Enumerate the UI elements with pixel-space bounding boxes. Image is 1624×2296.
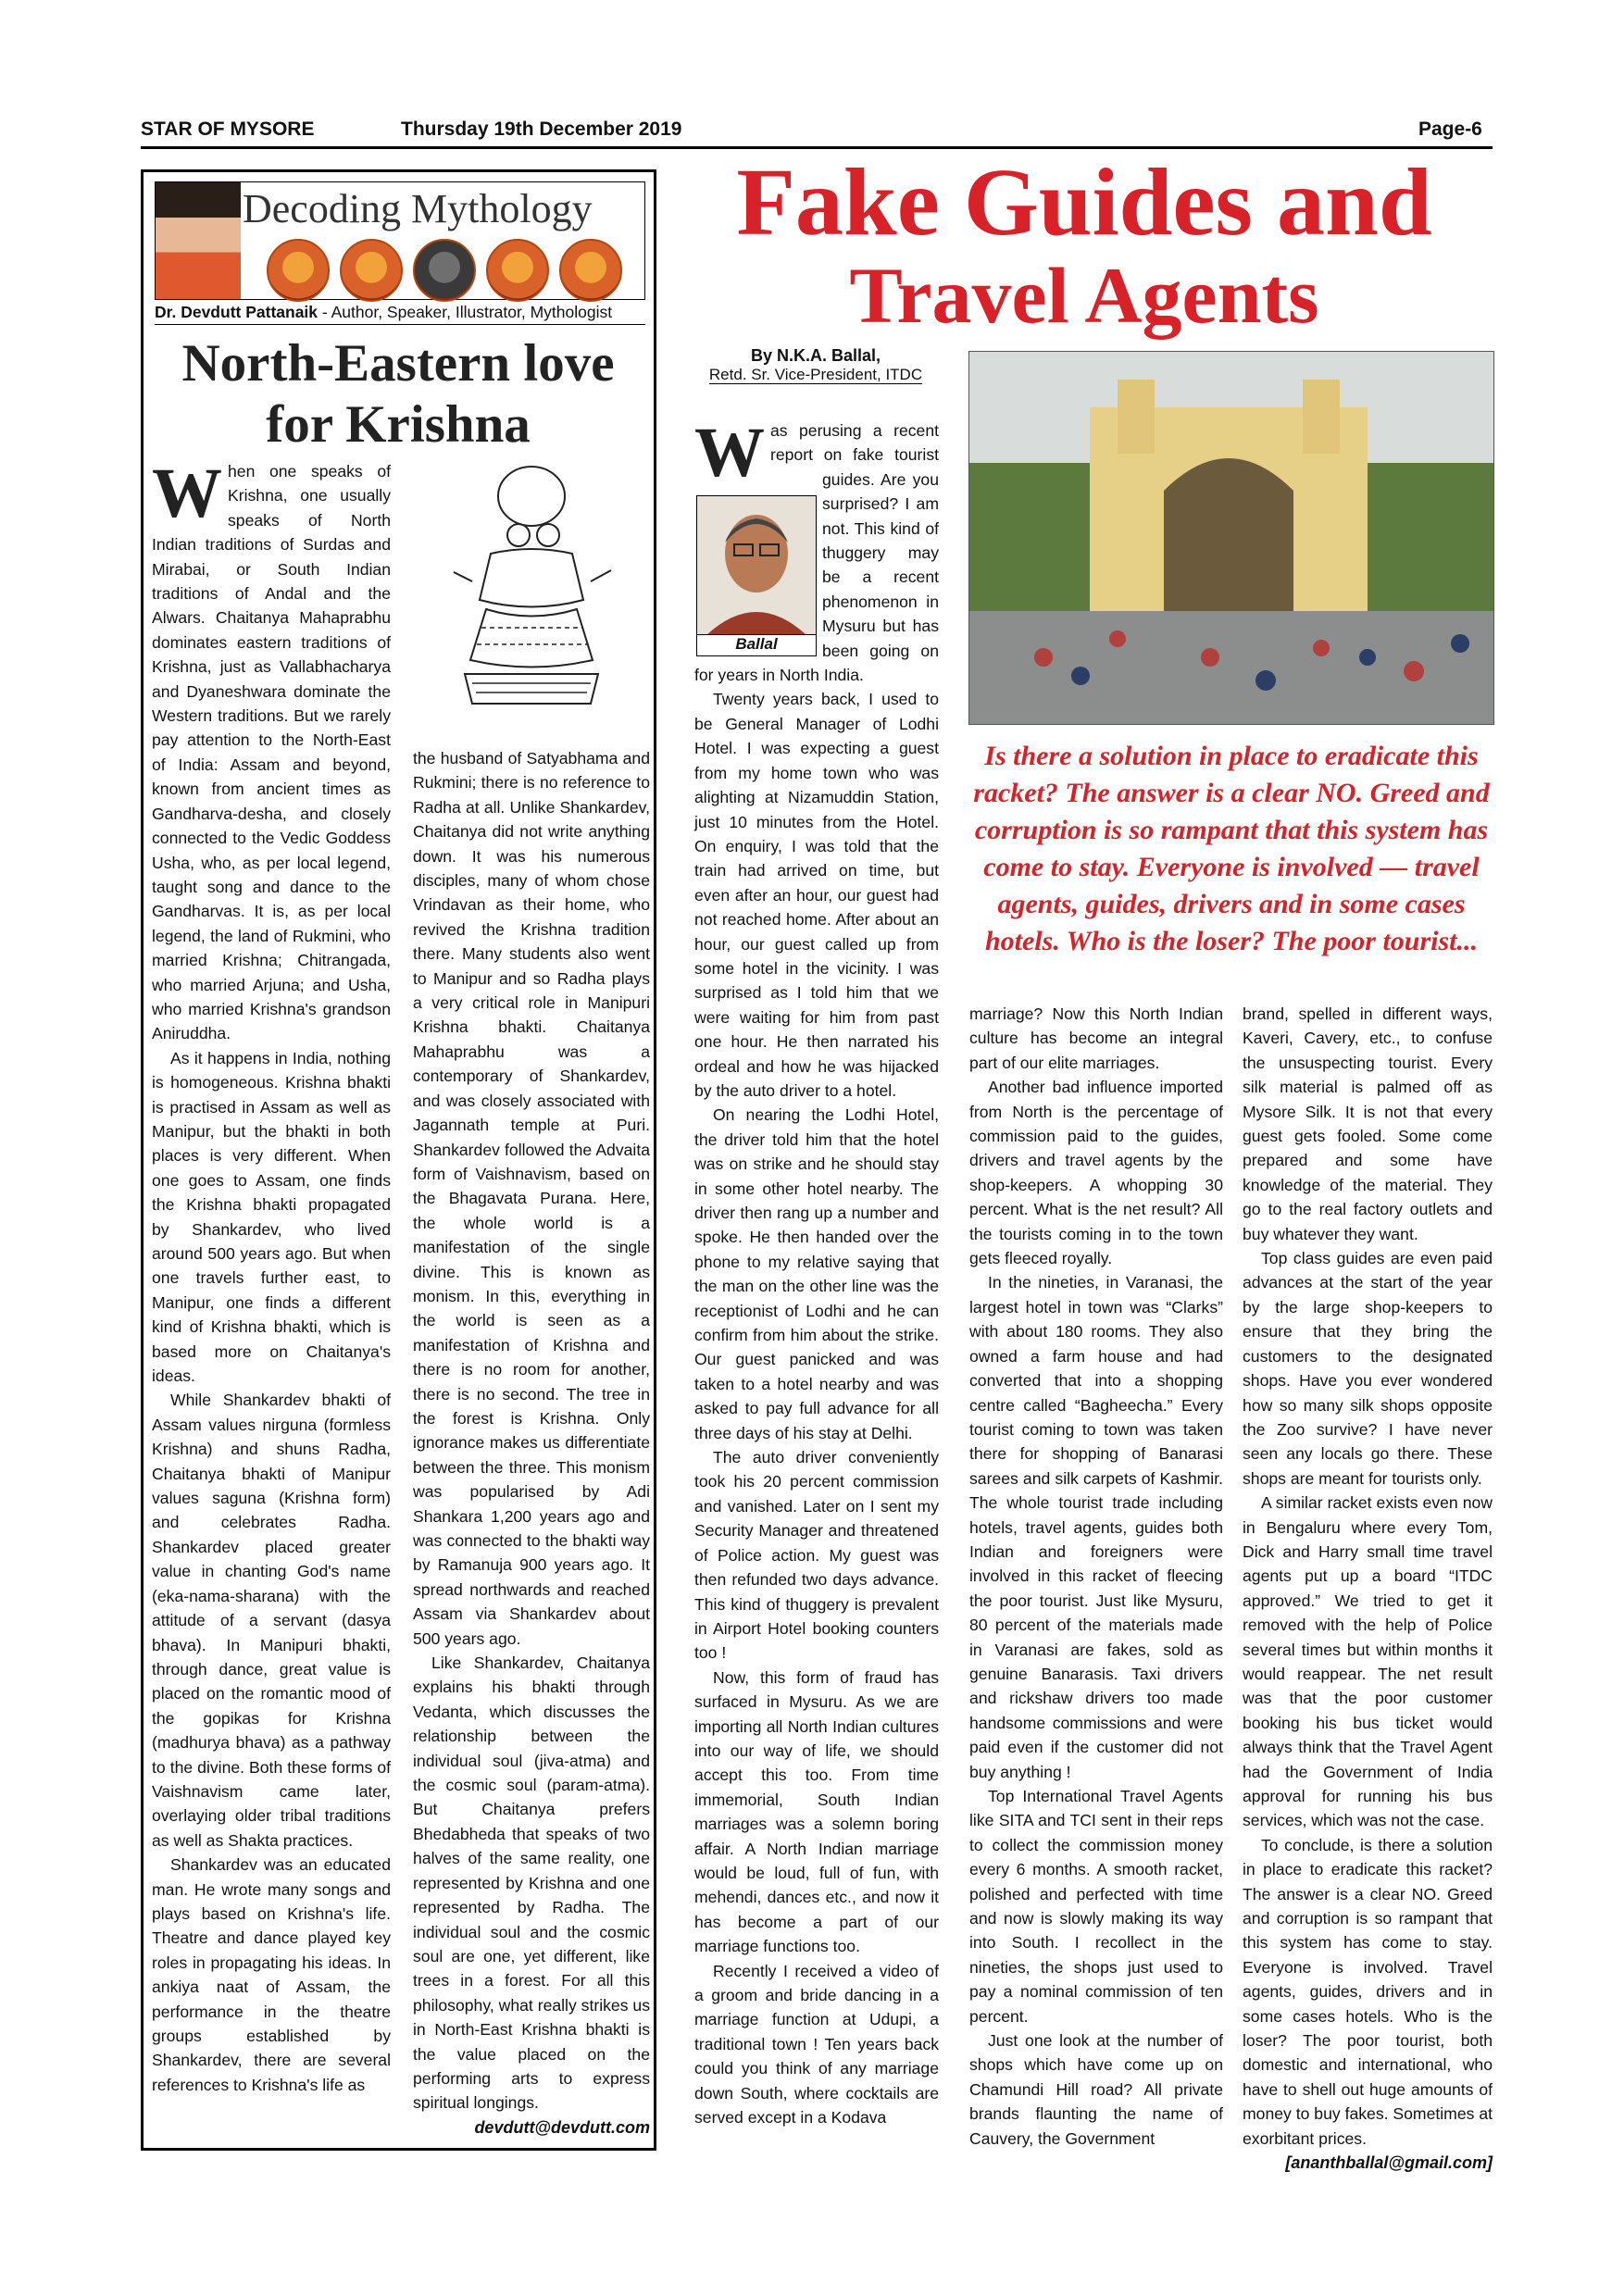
krishna-illustration [435, 461, 628, 711]
issue-date: Thursday 19th December 2019 [401, 119, 682, 140]
paragraph: Twenty years back, I used to be General Manager of Lodhi Hotel. I was expecting a guest from my home town who was alighting at Nizamuddin Station, just 10 minutes from the Hotel. On enquiry, I was told that the train had arrived on time, but even after an hour, our guest had not reached home. After about an hour, our guest called up from some hotel in the vicinity. I was surprised as I told him that we were waiting for him from past one hour. He then narrated his ordeal and how he was hijacked by the auto driver to a hotel. [694, 690, 939, 1100]
deity-mask-icon [559, 239, 622, 302]
drop-cap: W [694, 414, 765, 492]
author-photo [156, 182, 241, 299]
left-article-title [148, 333, 648, 455]
paragraph: A similar racket exists even now in Bengaluru where every Tom, Dick and Harry small time travel agents put up a board “ITDC approved.” We tried to get it removed with the help of Police several times but within months it would reappear. The net result was that the poor customer booking his bus ticket would always think that the Travel Agent had the Government of India approval for running his bus services, which was not the case. [1243, 1493, 1493, 1830]
headline-line-2: Travel Agents [849, 251, 1319, 340]
title-line-2: for Krishna [266, 395, 531, 454]
paragraph: the husband of Satyabhama and Rukmini; there is no reference to Radha at all. Unlike Shankardev, Chaitanya did not write anything down. It was his numerous disciples, many of whom chose Vrindavan as their home, who revived the Krishna tradition there. Many students also went to Manipur and so Radha plays a very critical role in Manipuri Krishna bhakti. Chaitanya Mahaprabhu was a contemporary of Shankardev, and was closely associated with Jagannath temple at Puri. Shankardev followed the Advaita form of Vaishnavism, based on the Bhagavata Purana. Here, the whole world is a manifestation of the single divine. This is known as monism. In this, everything in the world is seen as a manifestation of Krishna and there is no room for another, there is no second. The tree in the forest is Krishna. Only ignorance makes us differentiate between the three. This monism was popularised by Adi Shankara 1,200 years ago and was connected to the bhakti way by Ramanuja 900 years ago. It spread northwards and reached Assam via Shankardev about 500 years ago. [413, 749, 650, 1648]
paragraph: Just one look at the number of shops which have come up on Chamundi Hill road? All private brands flaunting the name of Cauvery, the Government [969, 2031, 1223, 2148]
paragraph: as perusing a recent report on fake tourist guides. Are you surprised? I am not. This kind of thuggery may be a recent phenomenon in Mysuru but has been going on for years in North India. [694, 421, 939, 685]
portrait-caption: Ballal [697, 634, 816, 655]
paragraph: hen one speaks of Krishna, one usually speaks of North Indian traditions of Surdas and Mirabai, or South Indian traditions of Andal and the Alwars. Chaitanya Mahaprabhu dominates eastern traditions of Krishna, just as Vallabhacharya and Dyaneshwara dominate the Western traditions. But we rarely pay attention to the North-East of India: Assam and beyond, known from ancient times as Gandharva-desha, and closely connected to the Vedic Goddess Usha, who, as per local legend, taught song and dance to the Gandharvas. It is, as per local legend, the land of Rukmini, who married Krishna; Chitrangada, who married Arjuna; and Usha, who married Krishna's grandson Aniruddha. [152, 462, 391, 1043]
paragraph: The auto driver conveniently took his 20 percent commission and vanished. Later on I sent my Security Manager and threatened of Police action. My guest was then refunded two days advance. This kind of thuggery is prevalent in Airport Hotel booking counters too ! [694, 1448, 939, 1663]
headline [676, 149, 1493, 340]
drop-cap: W [152, 455, 222, 532]
paragraph: marriage? Now this North Indian culture has become an integral part of our elite marriages. [969, 1004, 1223, 1072]
right-article-col-1 [694, 414, 939, 2129]
author-email: [ananthballal@gmail.com] [1285, 2153, 1493, 2173]
author-credit [155, 303, 645, 325]
paragraph: Top class guides are even paid advances at the start of the year by the large shop-keepers to ensure that they bring the customers to the designated shops. Have you ever wondered how so many silk shops opposite the Zoo survive? I have never seen any locals go there. These shops are meant for tourists only. [1243, 1249, 1493, 1488]
byline-name: By N.K.A. Ballal, [750, 346, 881, 365]
paragraph: On nearing the Lodhi Hotel, the driver told him that the hotel was on strike and he should stay in some other hotel nearby. The driver then rang up a number and spoke. He then handed over the phone to my relative saying that the man on the other line was the receptionist of Lodhi and he can confirm from him about the strike. Our guest panicked and was taken to a hotel nearby and was asked to pay full advance for all three days of his stay at Delhi. [694, 1105, 939, 1442]
byline [694, 346, 937, 384]
paragraph: brand, spelled in different ways, Kaveri, Cavery, etc., to confuse the unsuspecting tourist. Every silk material is palmed off as Mysore Silk. It is not that every guest gets fooled. Some come prepared and some have knowledge of the material. They go to the real factory outlets and buy whatever they want. [1243, 1004, 1493, 1243]
paragraph: Shankardev was an educated man. He wrote many songs and plays based on Krishna's life. Theatre and dance played key roles in propagating his ideas. In ankiya naat of Assam, the performance in the theatre groups established by Shankardev, there are several references to Krishna's life as [152, 1855, 391, 2094]
left-article-col-2 [413, 746, 650, 2140]
paragraph: Like Shankardev, Chaitanya explains his bhakti through Vedanta, which discusses the relationship between the individual soul (jiva-atma) and the cosmic soul (param-atma). But Chaitanya prefers Bhedabheda that speaks of two halves of the same reality, one represented by Krishna and one represented by Radha. The individual soul and the cosmic soul are one, yet different, like trees in a forest. For all this philosophy, what really strikes us in North-East Krishna bhakti is the value placed on the performing arts to express spiritual longings. [413, 1653, 650, 2113]
portrait-spacer [694, 481, 822, 657]
paragraph: To conclude, is there a solution in place to eradicate this racket? The answer is a clear NO. Greed and corruption is so rampant that this system has come to stay. Everyone is involved. Travel agents, guides, drivers and in some cases hotels. Who is the loser? The poor tourist, both domestic and international, who have to shell out huge amounts of money to buy fakes. Sometimes at exorbitant prices. [1243, 1835, 1493, 2148]
right-article-col-3 [1243, 1002, 1493, 2176]
headline-line-1: Fake Guides and [736, 149, 1432, 256]
paragraph: As it happens in India, nothing is homogeneous. Krishna bhakti is practised in Assam as well as Manipur, but the bhakti in both places is very different. When one goes to Assam, one finds the Krishna bhakti propagated by Shankardev, who lived around 500 years ago. But when one travels further east, to Manipur, one finds a different kind of Krishna bhakti, which is based more on Chaitanya's ideas. [152, 1048, 391, 1386]
title-line-1: North-Eastern love [181, 334, 615, 393]
paragraph: Top International Travel Agents like SITA and TCI sent in their reps to collect the commission money every 6 months. A smooth racket, polished and perfected with time and now is slowly making its way into South. I recollect in the nineties, the shops just used to pay a nominal commission of ten percent. [969, 1787, 1223, 2026]
palace-gate-photo [968, 351, 1494, 725]
author-name: Dr. Devdutt Pattanaik [155, 303, 319, 321]
author-email: devdutt@devdutt.com [474, 2117, 650, 2137]
paragraph: Another bad influence imported from North is the percentage of commission paid to the guides, drivers and travel agents by the shop-keepers. A whopping 30 percent. What is the net result? All the tourists coming in to the town gets fleeced royally. [969, 1078, 1223, 1268]
deity-mask-icon [413, 239, 476, 302]
newspaper-name: STAR OF MYSORE [141, 119, 315, 140]
right-article-col-2 [969, 1002, 1223, 2151]
paragraph: In the nineties, in Varanasi, the largest hotel in town was “Clarks” with about 180 rooms. They also owned a farm house and had converted that into a shopping centre called “Bagheecha.” Every tourist coming to town was taken there for shopping of Banarasi sarees and silk carpets of Kashmir. The whole tourist trade including hotels, travel agents, guides both Indian and foreigners were involved in this racket of fleecing the poor tourist. Just like Mysuru, 80 percent of the materials made in Varanasi are fakes, sold as genuine Banarasis. Taxi drivers and rickshaw drivers too made handsome commissions and were paid even if the customer did not buy anything ! [969, 1273, 1223, 1781]
byline-role: Retd. Sr. Vice-President, ITDC [708, 366, 923, 383]
left-article-col-1 [152, 455, 391, 2097]
deity-mask-icon [267, 239, 330, 302]
column-name: Decoding Mythology [243, 186, 593, 231]
pull-quote: Is there a solution in place to eradicate this racket? The answer is a clear NO. Greed and corruption is so rampant that this system has come to stay. Everyone is involved — travel agents, guides, drivers and in some cases hotels. Who is the loser? The poor tourist... [973, 741, 1490, 956]
deity-mask-icon [340, 239, 403, 302]
deity-mask-icon [486, 239, 549, 302]
page-number: Page-6 [1418, 119, 1482, 140]
author-description: - Author, Speaker, Illustrator, Mythologist [318, 303, 613, 321]
paragraph: While Shankardev bhakti of Assam values nirguna (formless Krishna) and shuns Radha, Chaitanya bhakti of Manipur values saguna (Krishna form) and celebrates Radha. Shankardev placed greater value in chanting God's name (eka-nama-sharana) with the attitude of a servant (dasya bhava). In Manipuri bhakti, through dance, great value is placed on the romantic mood of the gopikas for Krishna (madhurya bhava) as a pathway to the divine. Both these forms of Vaishnavism came later, overlaying older tribal traditions as well as Shakta practices. [152, 1391, 391, 1850]
paragraph: Recently I received a video of a groom and bride dancing in a marriage function at Udupi, a traditional town ! Ten years back could you think of any marriage down South, where cocktails are served except in a Kodava [694, 1961, 939, 2128]
paragraph: Now, this form of fraud has surfaced in Mysuru. As we are importing all North Indian cultures into our way of life, we should accept this too. From time immemorial, South Indian marriages was a solemn boring affair. A North Indian marriage would be loud, full of fun, with mehendi, dances etc., and now it has become a part of our marriage functions too. [694, 1667, 939, 1956]
